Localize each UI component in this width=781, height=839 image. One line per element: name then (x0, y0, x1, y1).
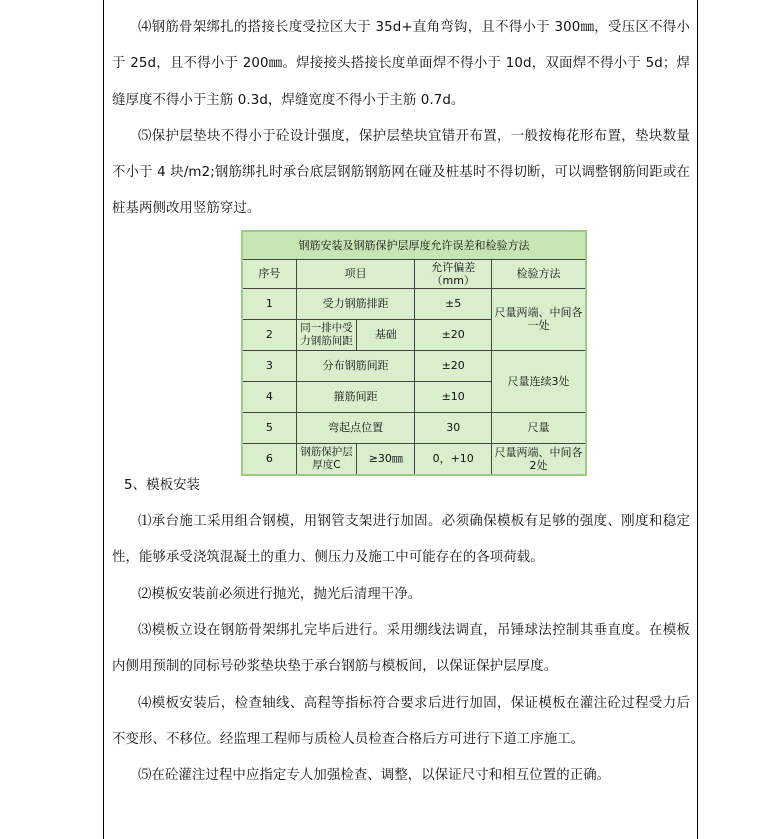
paragraph-formwork-5: ⑸在砼灌注过程中应指定专人加强检查、调整，以保证尺寸和相互位置的正确。 (138, 768, 611, 784)
table-caption: 钢筋安装及钢筋保护层厚度允许误差和检验方法 (242, 231, 586, 260)
header-no: 序号 (242, 259, 296, 288)
row3-no: 3 (242, 350, 296, 381)
row6-item-b: ≥30㎜ (357, 443, 415, 475)
tolerance-table (241, 230, 587, 476)
document-body (112, 10, 690, 794)
row5-no: 5 (242, 412, 296, 443)
paragraph-cover-block: ⑸保护层垫块不得小于砼设计强度，保护层垫块宜错开布置，一般按梅花形布置，垫块数量不小于 4 块/m2;钢筋绑扎时承台底层钢筋钢筋网在碰及桩基时不得切断，可以调整钢筋间距或在桩基两侧改用竖筋穿过。 (112, 128, 690, 217)
paragraph-formwork-4: ⑷模板安装后，检查轴线、高程等指标符合要求后进行加固，保证模板在灌注砼过程受力后不变形、不移位。经监理工程师与质检人员检查合格后方可进行下道工序施工。 (112, 695, 690, 747)
paragraph-formwork-1: ⑴承台施工采用组合钢模，用钢管支架进行加固。必须确保模板有足够的强度、刚度和稳定性，能够承受浇筑混凝土的重力、侧压力及施工中可能存在的各项荷载。 (112, 514, 690, 566)
method-cell-4: 尺量两端、中间各2处 (491, 443, 586, 475)
row6-tolerance: 0，+10 (415, 443, 491, 475)
row2-tolerance: ±20 (415, 319, 491, 350)
row6-item-a: 钢筋保护层厚度C (296, 443, 356, 475)
page-border-right (697, 0, 698, 839)
row1-tolerance: ±5 (415, 288, 491, 319)
page-border-left (103, 0, 104, 839)
method-cell-2: 尺量连续3处 (491, 350, 586, 412)
row2-no: 2 (242, 319, 296, 350)
method-cell-1: 尺量两端、中间各一处 (491, 288, 586, 350)
row5-item: 弯起点位置 (296, 412, 415, 443)
row6-no: 6 (242, 443, 296, 475)
row4-item: 箍筋间距 (296, 381, 415, 412)
row2-item-b: 基础 (357, 319, 415, 350)
header-item: 项目 (296, 259, 415, 288)
row4-no: 4 (242, 381, 296, 412)
paragraph-rebar-lap-length: ⑷钢筋骨架绑扎的搭接长度受拉区大于 35d+直角弯钩，且不得小于 300㎜，受压区不得小于 25d，且不得小于 200㎜。焊接接头搭接长度单面焊不得小于 10d，双面焊不得小于 5d；焊缝厚度不得小于主筋 0.3d，焊缝宽度不得小于主筋 0.7d。 (112, 20, 690, 108)
row4-tolerance: ±10 (415, 381, 491, 412)
paragraph-formwork-2: ⑵模板安装前必须进行抛光，抛光后清理干净。 (138, 586, 422, 602)
header-method: 检验方法 (491, 259, 586, 288)
method-cell-3: 尺量 (491, 412, 586, 443)
row5-tolerance: 30 (415, 412, 491, 443)
row3-item: 分布钢筋间距 (296, 350, 415, 381)
paragraph-formwork-3: ⑶模板立设在钢筋骨架绑扎完毕后进行。采用绷线法调直，吊锤球法控制其垂直度。在模板内侧用预制的同标号砂浆垫块垫于承台钢筋与模板间，以保证保护层厚度。 (112, 622, 690, 675)
row1-item: 受力钢筋排距 (296, 288, 415, 319)
row1-no: 1 (242, 288, 296, 319)
row3-tolerance: ±20 (415, 350, 491, 381)
table-container (112, 228, 690, 472)
row2-item-a: 同一排中受力钢筋间距 (296, 319, 356, 350)
header-tolerance: 允许偏差（mm） (415, 259, 491, 288)
section-heading: 5、模板安装 (124, 477, 201, 493)
